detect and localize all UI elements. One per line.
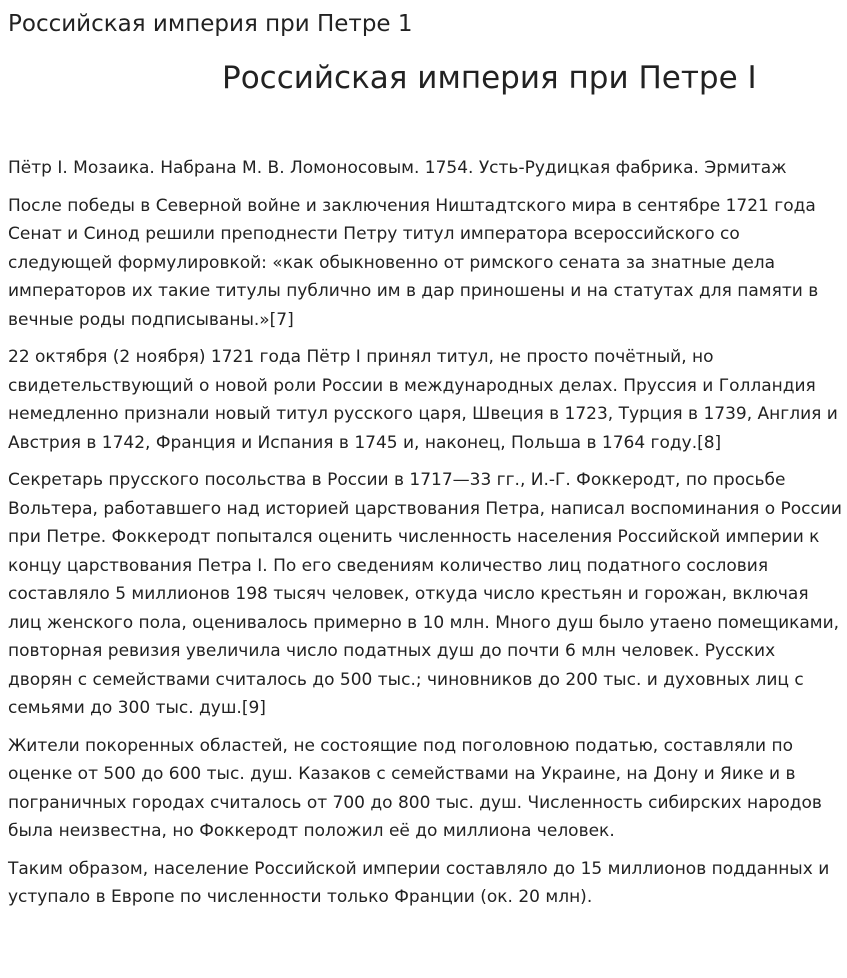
paragraph-5: Таким образом, население Российской империи составляло до 15 миллионов подданных и уступало в Европе по численности только Франции (ок. 20 млн). [8, 858, 830, 907]
paragraph-4: Жители покоренных областей, не состоящие под поголовною податью, составляли по оценке от 500 до 600 тыс. душ. Казаков с семействами на Украине, на Дону и Яике и в пограничных городах считалось от 700 до 800 тыс. душ. Численность сибирских народов была неизвестна, но Фоккеродт положил её до миллиона человек. [8, 735, 822, 841]
page-heading: Российская империя при Петре I [222, 60, 757, 96]
paragraph-1: После победы в Северной войне и заключения Ништадтского мира в сентябре 1721 года Сенат и Синод решили преподнести Петру титул императора всероссийского со следующей формулировкой: «как обыкновенно от римского сената за знатные дела императоров их такие титулы публично им в дар приношены и на статутах для памяти в вечные роды подписываны.»[7] [8, 195, 819, 330]
paragraph-3: Секретарь прусского посольства в России в 1717—33 гг., И.-Г. Фоккеродт, по просьбе Вольтера, работавшего над историей царствования Петра, написал воспоминания о России при Петре. Фоккеродт попытался оценить численность населения Российской империи к концу царствования Петра I. По его сведениям количество лиц податного сословия составляло 5 миллионов 198 тысяч человек, откуда число крестьян и горожан, включая лиц женского пола, оценивалось примерно в 10 млн. Много душ было утаено помещиками, повторная ревизия увеличила число податных душ до почти 6 млн человек. Русских дворян с семействами считалось до 500 тыс.; чиновников до 200 тыс. и духовных лиц с семьями до 300 тыс. душ.[9] [8, 470, 842, 718]
paragraph-2: 22 октября (2 ноября) 1721 года Пётр I принял титул, не просто почётный, но свидетельствующий о новой роли России в международных делах. Пруссия и Голландия немедленно признали новый титул русского царя, Швеция в 1723, Турция в 1739, Англия и Австрия в 1742, Франция и Испания в 1745 и, наконец, Польша в 1764 году.[8] [8, 347, 838, 453]
image-caption: Пётр I. Мозаика. Набрана М. В. Ломоносовым. 1754. Усть-Рудицкая фабрика. Эрмитаж [8, 158, 787, 178]
document-title: Российская империя при Петре 1 [8, 11, 413, 37]
